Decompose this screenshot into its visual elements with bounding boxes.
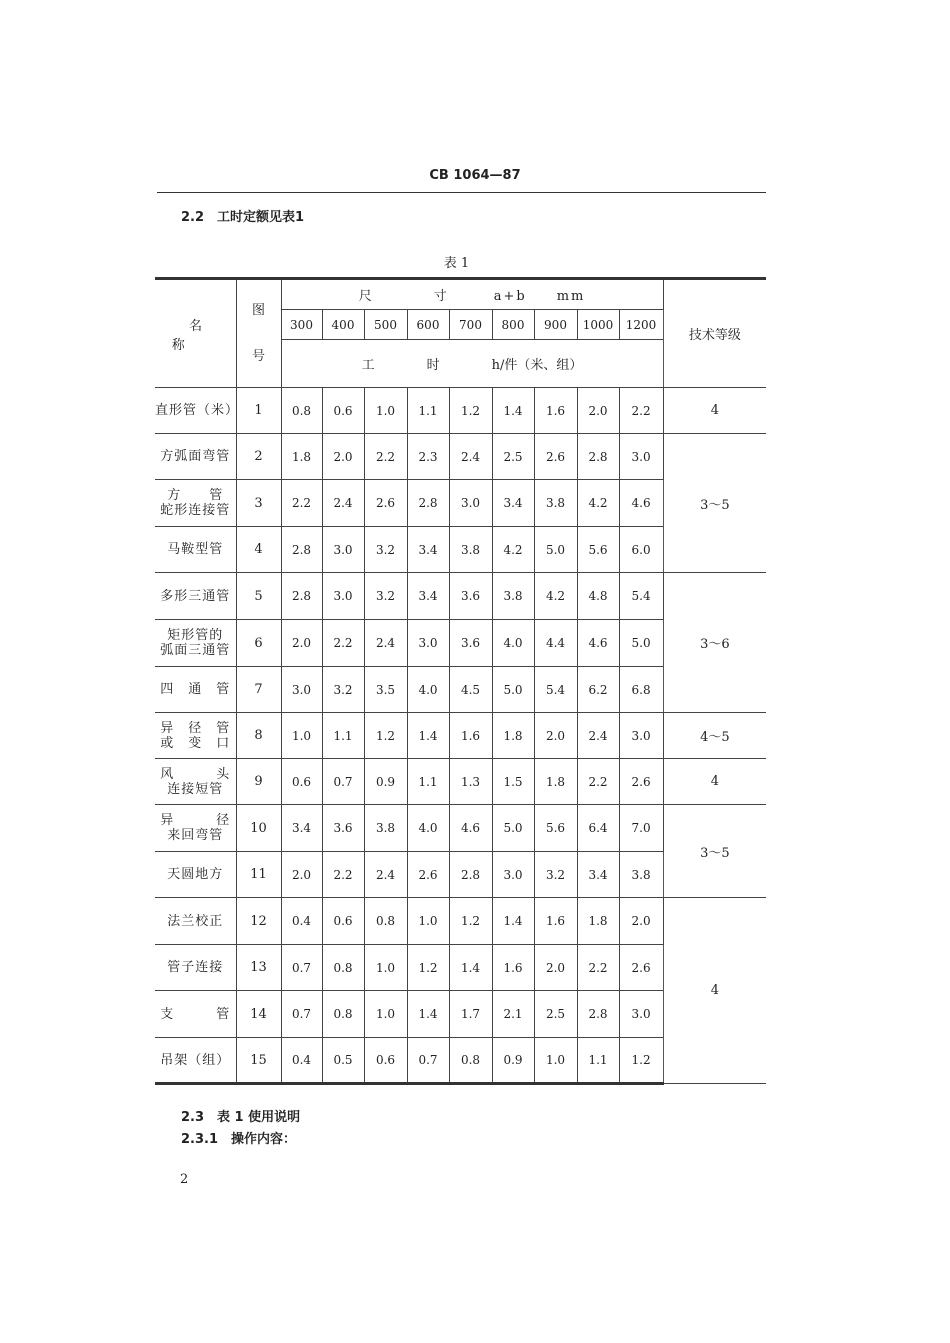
work-hour-value-cell: 3.2 bbox=[364, 527, 407, 573]
work-hour-value-cell: 0.9 bbox=[492, 1038, 534, 1084]
work-hour-value-cell: 5.0 bbox=[619, 620, 663, 667]
work-hour-value-cell: 3.0 bbox=[407, 620, 449, 667]
work-hour-value-cell: 4.6 bbox=[577, 620, 619, 667]
work-hour-value-cell: 1.1 bbox=[322, 713, 364, 759]
work-hour-value-cell: 1.0 bbox=[534, 1038, 577, 1084]
work-hour-value-cell: 3.6 bbox=[449, 573, 492, 620]
section-2-3-1-heading bbox=[181, 1128, 296, 1147]
work-hour-value-cell: 6.0 bbox=[619, 527, 663, 573]
size-header-cell: 600 bbox=[407, 310, 449, 340]
size-header-cell: 500 bbox=[364, 310, 407, 340]
work-hour-value-cell: 1.6 bbox=[534, 388, 577, 434]
work-hour-value-cell: 4.2 bbox=[534, 573, 577, 620]
item-name-cell bbox=[155, 1038, 236, 1084]
item-name-cell bbox=[155, 852, 236, 898]
item-name-cell bbox=[155, 620, 236, 667]
figure-number-cell: 9 bbox=[236, 759, 281, 805]
item-name-cell bbox=[155, 573, 236, 620]
work-hour-value-cell: 1.4 bbox=[492, 388, 534, 434]
work-hour-value-cell: 2.5 bbox=[492, 434, 534, 480]
figure-number-cell: 1 bbox=[236, 388, 281, 434]
work-hour-value-cell: 3.4 bbox=[577, 852, 619, 898]
work-hour-value-cell: 1.8 bbox=[577, 898, 619, 945]
work-hour-value-cell: 3.0 bbox=[281, 667, 322, 713]
work-hour-value-cell: 4.8 bbox=[577, 573, 619, 620]
work-hour-value-cell: 2.0 bbox=[322, 434, 364, 480]
work-hour-value-cell: 5.4 bbox=[619, 573, 663, 620]
work-hour-value-cell: 5.0 bbox=[492, 805, 534, 852]
work-hour-value-cell: 0.4 bbox=[281, 898, 322, 945]
work-hour-value-cell: 3.4 bbox=[407, 573, 449, 620]
technical-grade-cell: 3～5 bbox=[663, 805, 766, 898]
figure-number-cell: 4 bbox=[236, 527, 281, 573]
work-hour-value-cell: 0.8 bbox=[322, 991, 364, 1038]
work-hour-value-cell: 7.0 bbox=[619, 805, 663, 852]
work-hour-value-cell: 1.0 bbox=[364, 945, 407, 991]
work-hour-value-cell: 1.0 bbox=[281, 713, 322, 759]
work-hour-value-cell: 2.4 bbox=[322, 480, 364, 527]
figure-number-cell: 14 bbox=[236, 991, 281, 1038]
item-name-cell bbox=[155, 480, 236, 527]
size-header-cell: 1200 bbox=[619, 310, 663, 340]
item-name: 四 通 管 bbox=[160, 682, 231, 697]
figure-number-cell: 11 bbox=[236, 852, 281, 898]
work-hour-value-cell: 2.6 bbox=[619, 759, 663, 805]
work-hour-value-cell: 0.7 bbox=[407, 1038, 449, 1084]
column-header-name: 名 称 bbox=[155, 279, 236, 388]
item-name: 支 管 bbox=[160, 1006, 231, 1022]
item-name: 法兰校正 bbox=[167, 913, 224, 929]
work-hour-value-cell: 1.2 bbox=[364, 713, 407, 759]
work-hour-value-cell: 2.2 bbox=[577, 945, 619, 991]
table-row bbox=[155, 805, 766, 852]
work-hour-value-cell: 0.7 bbox=[281, 945, 322, 991]
work-hour-value-cell: 3.0 bbox=[449, 480, 492, 527]
work-hour-value-cell: 2.0 bbox=[281, 852, 322, 898]
item-name: 异 径 来回弯管 bbox=[160, 813, 231, 843]
header-rule bbox=[157, 192, 766, 193]
technical-grade-cell: 3～5 bbox=[663, 434, 766, 573]
item-name-cell bbox=[155, 991, 236, 1038]
work-hour-value-cell: 5.6 bbox=[534, 805, 577, 852]
figure-number-cell: 8 bbox=[236, 713, 281, 759]
work-hour-value-cell: 3.0 bbox=[619, 434, 663, 480]
figure-number-cell: 7 bbox=[236, 667, 281, 713]
work-hour-value-cell: 2.2 bbox=[281, 480, 322, 527]
work-hour-value-cell: 0.6 bbox=[364, 1038, 407, 1084]
work-hour-value-cell: 1.2 bbox=[407, 945, 449, 991]
item-name-cell bbox=[155, 527, 236, 573]
work-hour-value-cell: 2.0 bbox=[281, 620, 322, 667]
work-hour-value-cell: 1.2 bbox=[619, 1038, 663, 1084]
work-hour-value-cell: 1.6 bbox=[534, 898, 577, 945]
work-hour-value-cell: 0.7 bbox=[322, 759, 364, 805]
table-row bbox=[155, 898, 766, 945]
table-caption: 表 1 bbox=[443, 256, 470, 271]
work-hour-value-cell: 3.5 bbox=[364, 667, 407, 713]
item-name: 多形三通管 bbox=[160, 588, 231, 604]
work-hour-value-cell: 3.6 bbox=[322, 805, 364, 852]
technical-grade-cell: 4 bbox=[663, 898, 766, 1084]
work-hour-value-cell: 2.2 bbox=[322, 852, 364, 898]
work-hour-value-cell: 1.4 bbox=[492, 898, 534, 945]
figure-number-cell: 13 bbox=[236, 945, 281, 991]
work-hour-value-cell: 3.4 bbox=[281, 805, 322, 852]
work-hour-value-cell: 2.2 bbox=[619, 388, 663, 434]
work-hour-value-cell: 1.8 bbox=[492, 713, 534, 759]
item-name: 天圆地方 bbox=[167, 867, 224, 882]
work-hour-value-cell: 1.0 bbox=[407, 898, 449, 945]
size-header-cell: 800 bbox=[492, 310, 534, 340]
item-name: 吊架（组） bbox=[160, 1052, 231, 1068]
work-hour-value-cell: 6.4 bbox=[577, 805, 619, 852]
work-hour-value-cell: 2.6 bbox=[364, 480, 407, 527]
work-hour-value-cell: 3.4 bbox=[407, 527, 449, 573]
size-header-cell: 300 bbox=[281, 310, 322, 340]
item-name-cell bbox=[155, 945, 236, 991]
work-hour-value-cell: 3.2 bbox=[364, 573, 407, 620]
work-hour-value-cell: 1.2 bbox=[449, 898, 492, 945]
work-hour-value-cell: 1.1 bbox=[407, 759, 449, 805]
work-hour-value-cell: 0.4 bbox=[281, 1038, 322, 1084]
work-hour-value-cell: 5.4 bbox=[534, 667, 577, 713]
work-hour-value-cell: 3.8 bbox=[449, 527, 492, 573]
work-hour-value-cell: 2.0 bbox=[534, 945, 577, 991]
document-code-header: CB 1064—87 bbox=[429, 168, 521, 183]
work-hour-value-cell: 3.8 bbox=[364, 805, 407, 852]
column-header-figure-text: 图号 bbox=[251, 302, 265, 364]
work-hour-value-cell: 1.4 bbox=[407, 713, 449, 759]
work-hour-value-cell: 0.8 bbox=[281, 388, 322, 434]
item-name: 管子连接 bbox=[167, 960, 224, 975]
table-row bbox=[155, 388, 766, 434]
item-name-cell bbox=[155, 667, 236, 713]
table-row bbox=[155, 434, 766, 480]
work-hour-value-cell: 2.1 bbox=[492, 991, 534, 1038]
size-header-cell: 700 bbox=[449, 310, 492, 340]
work-hour-value-cell: 1.5 bbox=[492, 759, 534, 805]
figure-number-cell: 12 bbox=[236, 898, 281, 945]
work-hour-value-cell: 2.8 bbox=[407, 480, 449, 527]
work-hour-value-cell: 3.8 bbox=[492, 573, 534, 620]
work-hour-value-cell: 2.6 bbox=[407, 852, 449, 898]
work-hour-value-cell: 4.6 bbox=[449, 805, 492, 852]
work-hour-value-cell: 6.2 bbox=[577, 667, 619, 713]
work-hour-value-cell: 2.0 bbox=[619, 898, 663, 945]
work-hour-value-cell: 2.4 bbox=[449, 434, 492, 480]
work-hour-value-cell: 0.6 bbox=[281, 759, 322, 805]
work-hour-value-cell: 4.0 bbox=[407, 805, 449, 852]
section-2-2-heading: 2.2 工时定额见表1 bbox=[181, 210, 305, 225]
work-hour-value-cell: 2.6 bbox=[534, 434, 577, 480]
work-hour-value-cell: 0.8 bbox=[364, 898, 407, 945]
work-hour-value-cell: 0.6 bbox=[322, 898, 364, 945]
work-hour-value-cell: 2.6 bbox=[619, 945, 663, 991]
work-hour-value-cell: 6.8 bbox=[619, 667, 663, 713]
work-hour-value-cell: 2.4 bbox=[577, 713, 619, 759]
work-hour-value-cell: 3.2 bbox=[322, 667, 364, 713]
work-hour-value-cell: 3.8 bbox=[619, 852, 663, 898]
item-name: 风 头 连接短管 bbox=[160, 766, 231, 797]
table-row bbox=[155, 713, 766, 759]
size-header-cell: 400 bbox=[322, 310, 364, 340]
work-hour-value-cell: 4.6 bbox=[619, 480, 663, 527]
item-name: 方 管 蛇形连接管 bbox=[160, 488, 231, 518]
item-name-cell bbox=[155, 388, 240, 434]
figure-number-cell: 10 bbox=[236, 805, 281, 852]
work-hour-value-cell: 3.0 bbox=[492, 852, 534, 898]
work-hour-value-cell: 3.4 bbox=[492, 480, 534, 527]
figure-number-cell: 2 bbox=[236, 434, 281, 480]
figure-number-cell: 5 bbox=[236, 573, 281, 620]
figure-number-cell: 3 bbox=[236, 480, 281, 527]
work-hour-value-cell: 2.3 bbox=[407, 434, 449, 480]
work-hour-value-cell: 3.8 bbox=[534, 480, 577, 527]
technical-grade-cell: 3～6 bbox=[663, 573, 766, 713]
work-hour-value-cell: 3.0 bbox=[619, 713, 663, 759]
section-2-3-1-text: 2.3.1 操作内容： bbox=[181, 1132, 297, 1147]
item-name: 异 径 管 或 变 口 bbox=[160, 720, 231, 751]
size-header-cell: 900 bbox=[534, 310, 577, 340]
work-hour-value-cell: 2.8 bbox=[449, 852, 492, 898]
work-hour-value-cell: 2.0 bbox=[577, 388, 619, 434]
work-hour-value-cell: 3.2 bbox=[534, 852, 577, 898]
work-hour-value-cell: 5.6 bbox=[577, 527, 619, 573]
work-hour-value-cell: 0.5 bbox=[322, 1038, 364, 1084]
page-number: 2 bbox=[180, 1172, 189, 1187]
item-name: 矩形管的 弧面三通管 bbox=[160, 628, 231, 658]
work-hour-value-cell: 4.4 bbox=[534, 620, 577, 667]
item-name-cell bbox=[155, 759, 236, 805]
work-hour-value-cell: 1.8 bbox=[534, 759, 577, 805]
work-hour-value-cell: 2.5 bbox=[534, 991, 577, 1038]
column-header-grade: 技术等级 bbox=[663, 279, 766, 388]
item-name: 马鞍型管 bbox=[167, 542, 224, 557]
work-hour-value-cell: 1.6 bbox=[492, 945, 534, 991]
figure-number-cell: 6 bbox=[236, 620, 281, 667]
item-name: 直形管（米） bbox=[155, 403, 240, 418]
work-hour-value-cell: 2.2 bbox=[364, 434, 407, 480]
work-hour-value-cell: 1.1 bbox=[407, 388, 449, 434]
work-hour-value-cell: 2.8 bbox=[577, 991, 619, 1038]
work-hour-value-cell: 3.6 bbox=[449, 620, 492, 667]
work-hours-table bbox=[155, 277, 766, 1085]
section-2-3-heading: 2.3 表 1 使用说明 bbox=[181, 1110, 301, 1125]
technical-grade-cell: 4 bbox=[663, 388, 766, 434]
work-hour-value-cell: 1.2 bbox=[449, 388, 492, 434]
work-hour-value-cell: 1.4 bbox=[407, 991, 449, 1038]
item-name-cell bbox=[155, 434, 236, 480]
work-hour-value-cell: 2.4 bbox=[364, 620, 407, 667]
work-hour-value-cell: 1.4 bbox=[449, 945, 492, 991]
work-hour-value-cell: 4.5 bbox=[449, 667, 492, 713]
work-hour-value-cell: 4.2 bbox=[577, 480, 619, 527]
work-hour-value-cell: 1.8 bbox=[281, 434, 322, 480]
work-hour-value-cell: 1.3 bbox=[449, 759, 492, 805]
work-hour-value-cell: 1.7 bbox=[449, 991, 492, 1038]
technical-grade-cell: 4～5 bbox=[663, 713, 766, 759]
size-header-cell: 1000 bbox=[577, 310, 619, 340]
work-hour-value-cell: 3.0 bbox=[322, 527, 364, 573]
work-hour-value-cell: 1.0 bbox=[364, 991, 407, 1038]
work-hour-value-cell: 2.8 bbox=[281, 573, 322, 620]
figure-number-cell: 15 bbox=[236, 1038, 281, 1084]
work-hour-value-cell: 4.0 bbox=[492, 620, 534, 667]
work-hour-value-cell: 2.0 bbox=[534, 713, 577, 759]
work-hour-value-cell: 0.6 bbox=[322, 388, 364, 434]
work-hour-value-cell: 0.7 bbox=[281, 991, 322, 1038]
work-hour-value-cell: 0.9 bbox=[364, 759, 407, 805]
technical-grade-cell: 4 bbox=[663, 759, 766, 805]
work-hour-value-cell: 1.1 bbox=[577, 1038, 619, 1084]
work-hour-value-cell: 5.0 bbox=[534, 527, 577, 573]
item-name-cell bbox=[155, 805, 236, 852]
work-hour-value-cell: 1.0 bbox=[364, 388, 407, 434]
work-hour-value-cell: 2.8 bbox=[577, 434, 619, 480]
work-hours-unit-header: 工 时 h/件（米、组） bbox=[281, 340, 663, 388]
work-hour-value-cell: 4.2 bbox=[492, 527, 534, 573]
work-hour-value-cell: 2.4 bbox=[364, 852, 407, 898]
work-hour-value-cell: 5.0 bbox=[492, 667, 534, 713]
dimension-header: 尺 寸 a+b mm bbox=[281, 279, 663, 310]
item-name: 方弧面弯管 bbox=[160, 449, 231, 464]
table-row bbox=[155, 759, 766, 805]
table-row bbox=[155, 573, 766, 620]
item-name-cell bbox=[155, 898, 236, 945]
work-hour-value-cell: 2.2 bbox=[577, 759, 619, 805]
work-hour-value-cell: 0.8 bbox=[449, 1038, 492, 1084]
work-hour-value-cell: 3.0 bbox=[322, 573, 364, 620]
work-hour-value-cell: 2.8 bbox=[281, 527, 322, 573]
work-hour-value-cell: 3.0 bbox=[619, 991, 663, 1038]
work-hour-value-cell: 1.6 bbox=[449, 713, 492, 759]
item-name-cell bbox=[155, 713, 236, 759]
work-hour-value-cell: 0.8 bbox=[322, 945, 364, 991]
work-hour-value-cell: 2.2 bbox=[322, 620, 364, 667]
work-hour-value-cell: 4.0 bbox=[407, 667, 449, 713]
